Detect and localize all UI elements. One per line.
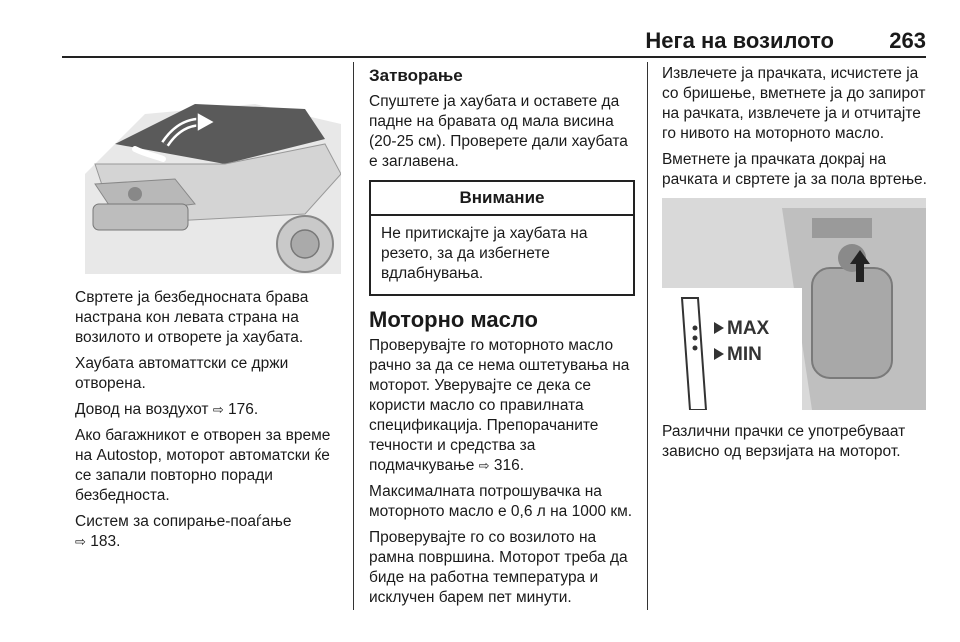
paragraph-stop-start: [75, 512, 343, 552]
air-intake-text: Довод на воздухот: [75, 401, 209, 418]
ref-arrow-icon: ⇨: [478, 458, 490, 473]
dipstick-max-label: MAX: [727, 318, 770, 339]
engine-oil-paragraph-level-surface: Проверувајте го со возилото на рамна површина. Моторот треба да биде на работна температура и исклучен барем пет минути.: [369, 529, 628, 606]
stop-start-ref[interactable]: 183.: [90, 533, 121, 550]
engine-oil-check-text: Проверувајте го моторното масло рачно за да се нема оштетувања на моторот. Уверувајте се дека се користи масло со правилната спецификација. Препорачаните течности и средства за подмачкување: [369, 337, 630, 474]
engine-oil-ref[interactable]: 316.: [493, 457, 525, 474]
closing-heading: Затворање: [369, 66, 463, 85]
engine-oil-paragraph-consumption: Максималната потрошувачка на моторното масло е 0,6 л на 1000 км.: [369, 483, 633, 520]
page-title: Нега на возилото: [645, 28, 834, 53]
column-middle: [369, 64, 635, 614]
column-left: [75, 64, 343, 558]
paragraph-air-intake: [75, 400, 343, 420]
dipstick-caption: Различни прачки се употребуваат зависно од верзијата на моторот.: [662, 423, 906, 460]
column-divider-left: [353, 62, 354, 610]
warning-title: Внимание: [459, 188, 545, 207]
warning-text: Не притискајте ја хаубата на резето, за да избегнете вдлабнувања.: [381, 225, 588, 282]
column-divider-right: [647, 62, 648, 610]
dipstick-paragraph-pull: Извлечете ја прачката, исчистете ја со бришење, вметнете ја до запирот на рачката, извлечете ја и отчитајте го нивото на моторното масло.: [662, 65, 926, 142]
page-number: 263: [889, 28, 926, 53]
paragraph-safety-catch: Свртете ја безбедносната брава настрана кон левата страна на возилото и отворете ја хаубата.: [75, 289, 309, 346]
air-intake-ref[interactable]: 176.: [228, 401, 259, 418]
dipstick-paragraph-insert: Вметнете ја прачката докрај на рачката и свртете ја за пола вртење.: [662, 151, 927, 188]
engine-oil-heading: Моторно масло: [369, 307, 538, 332]
paragraph-autostop: Ако багажникот е отворен за време на Autostop, моторот автоматски ќе се запали повторно поради безбедноста.: [75, 427, 331, 504]
dipstick-min-label: MIN: [727, 344, 762, 365]
page-header: [62, 24, 926, 58]
column-right: [662, 64, 928, 468]
warning-box: [369, 180, 635, 296]
paragraph-hood-held-open: Хаубата автоматтски се држи отворена.: [75, 355, 289, 392]
hood-open-figure: [75, 64, 341, 274]
ref-arrow-icon: ⇨: [75, 534, 86, 549]
stop-start-text: Систем за сопирање-поаѓање: [75, 513, 292, 530]
header-rule: [62, 56, 926, 58]
dipstick-figure: [662, 198, 926, 410]
closing-paragraph: Спуштете ја хаубата и оставете да падне на бравата од мала висина (20-25 см). Проверете дали хаубата е заглавена.: [369, 93, 628, 170]
ref-arrow-icon: ⇨: [212, 402, 224, 417]
engine-oil-paragraph-check: [369, 336, 635, 476]
